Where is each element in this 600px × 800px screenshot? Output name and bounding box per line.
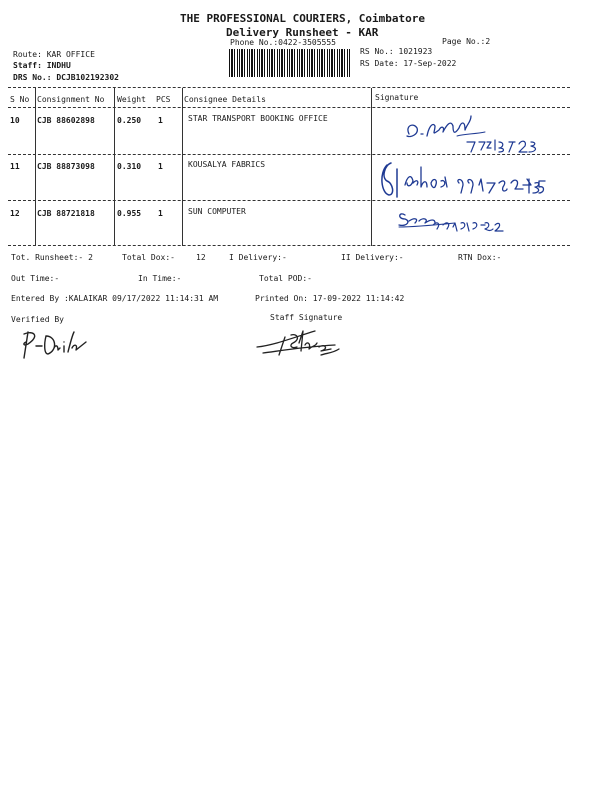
table-bottom-rule [8,245,570,246]
row-consignee: SUN COMPUTER [188,207,246,216]
printed-on: Printed On: 17-09-2022 11:14:42 [255,294,405,303]
total-dox-value: 12 [196,253,206,262]
staff-signature-mark [255,325,345,359]
row-consignment-no: CJB 88721818 [37,209,95,218]
column-header-consignee: Consignee Details [184,95,266,104]
column-header-sno: S No [10,95,30,104]
row-sno: 10 [10,116,20,125]
total-dox-label: Total Dox:- [122,253,175,262]
ii-delivery: II Delivery:- [341,253,404,262]
i-delivery: I Delivery:- [229,253,287,262]
staff-label: Staff: INDHU [13,61,71,70]
row-weight: 0.250 [117,116,142,125]
column-divider [35,88,36,246]
row-consignment-no: CJB 88602898 [37,116,95,125]
page-number: Page No.:2 [442,37,491,46]
out-time: Out Time:- [11,274,60,283]
column-header-weight: Weight [117,95,146,104]
rtn-dox: RTN Dox:- [458,253,502,262]
column-divider [114,88,115,246]
table-top-rule [8,87,570,88]
column-header-signature: Signature [375,93,419,102]
row-pcs: 1 [158,209,163,218]
column-header-consignment: Consignment No [37,95,105,104]
drs-number: DRS No.: DCJB102192302 [13,73,119,82]
rs-number: RS No.: 1021923 [360,47,433,56]
row-sno: 12 [10,209,20,218]
row-consignee: KOUSALYA FABRICS [188,160,266,169]
in-time: In Time:- [138,274,182,283]
verified-by-label: Verified By [11,315,64,324]
entered-by: Entered By :KALAIKAR 09/17/2022 11:14:31 AM [11,294,219,303]
phone-number: Phone No.:0422-3505555 [230,38,336,47]
row-weight: 0.310 [117,162,142,171]
row-consignee: STAR TRANSPORT BOOKING OFFICE [188,114,328,123]
table-header-rule [8,107,570,108]
column-divider [182,88,183,246]
column-header-pcs: PCS [156,95,171,104]
column-divider [371,88,372,246]
runsheet-title: Delivery Runsheet - KAR [226,26,379,39]
recipient-signature [395,112,565,154]
recipient-signature [395,205,515,233]
row-consignment-no: CJB 88873098 [37,162,95,171]
company-title: THE PROFESSIONAL COURIERS, Coimbatore [180,12,426,25]
recipient-signature [375,155,565,201]
rs-date: RS Date: 17-Sep-2022 [360,59,457,68]
row-pcs: 1 [158,162,163,171]
total-pod: Total POD:- [259,274,312,283]
route-label: Route: KAR OFFICE [13,50,95,59]
verifier-signature [18,328,98,362]
row-weight: 0.955 [117,209,142,218]
barcode-image [229,49,351,77]
staff-signature-label: Staff Signature [270,313,343,322]
total-runsheet: Tot. Runsheet:- 2 [11,253,93,262]
row-pcs: 1 [158,116,163,125]
row-sno: 11 [10,162,20,171]
